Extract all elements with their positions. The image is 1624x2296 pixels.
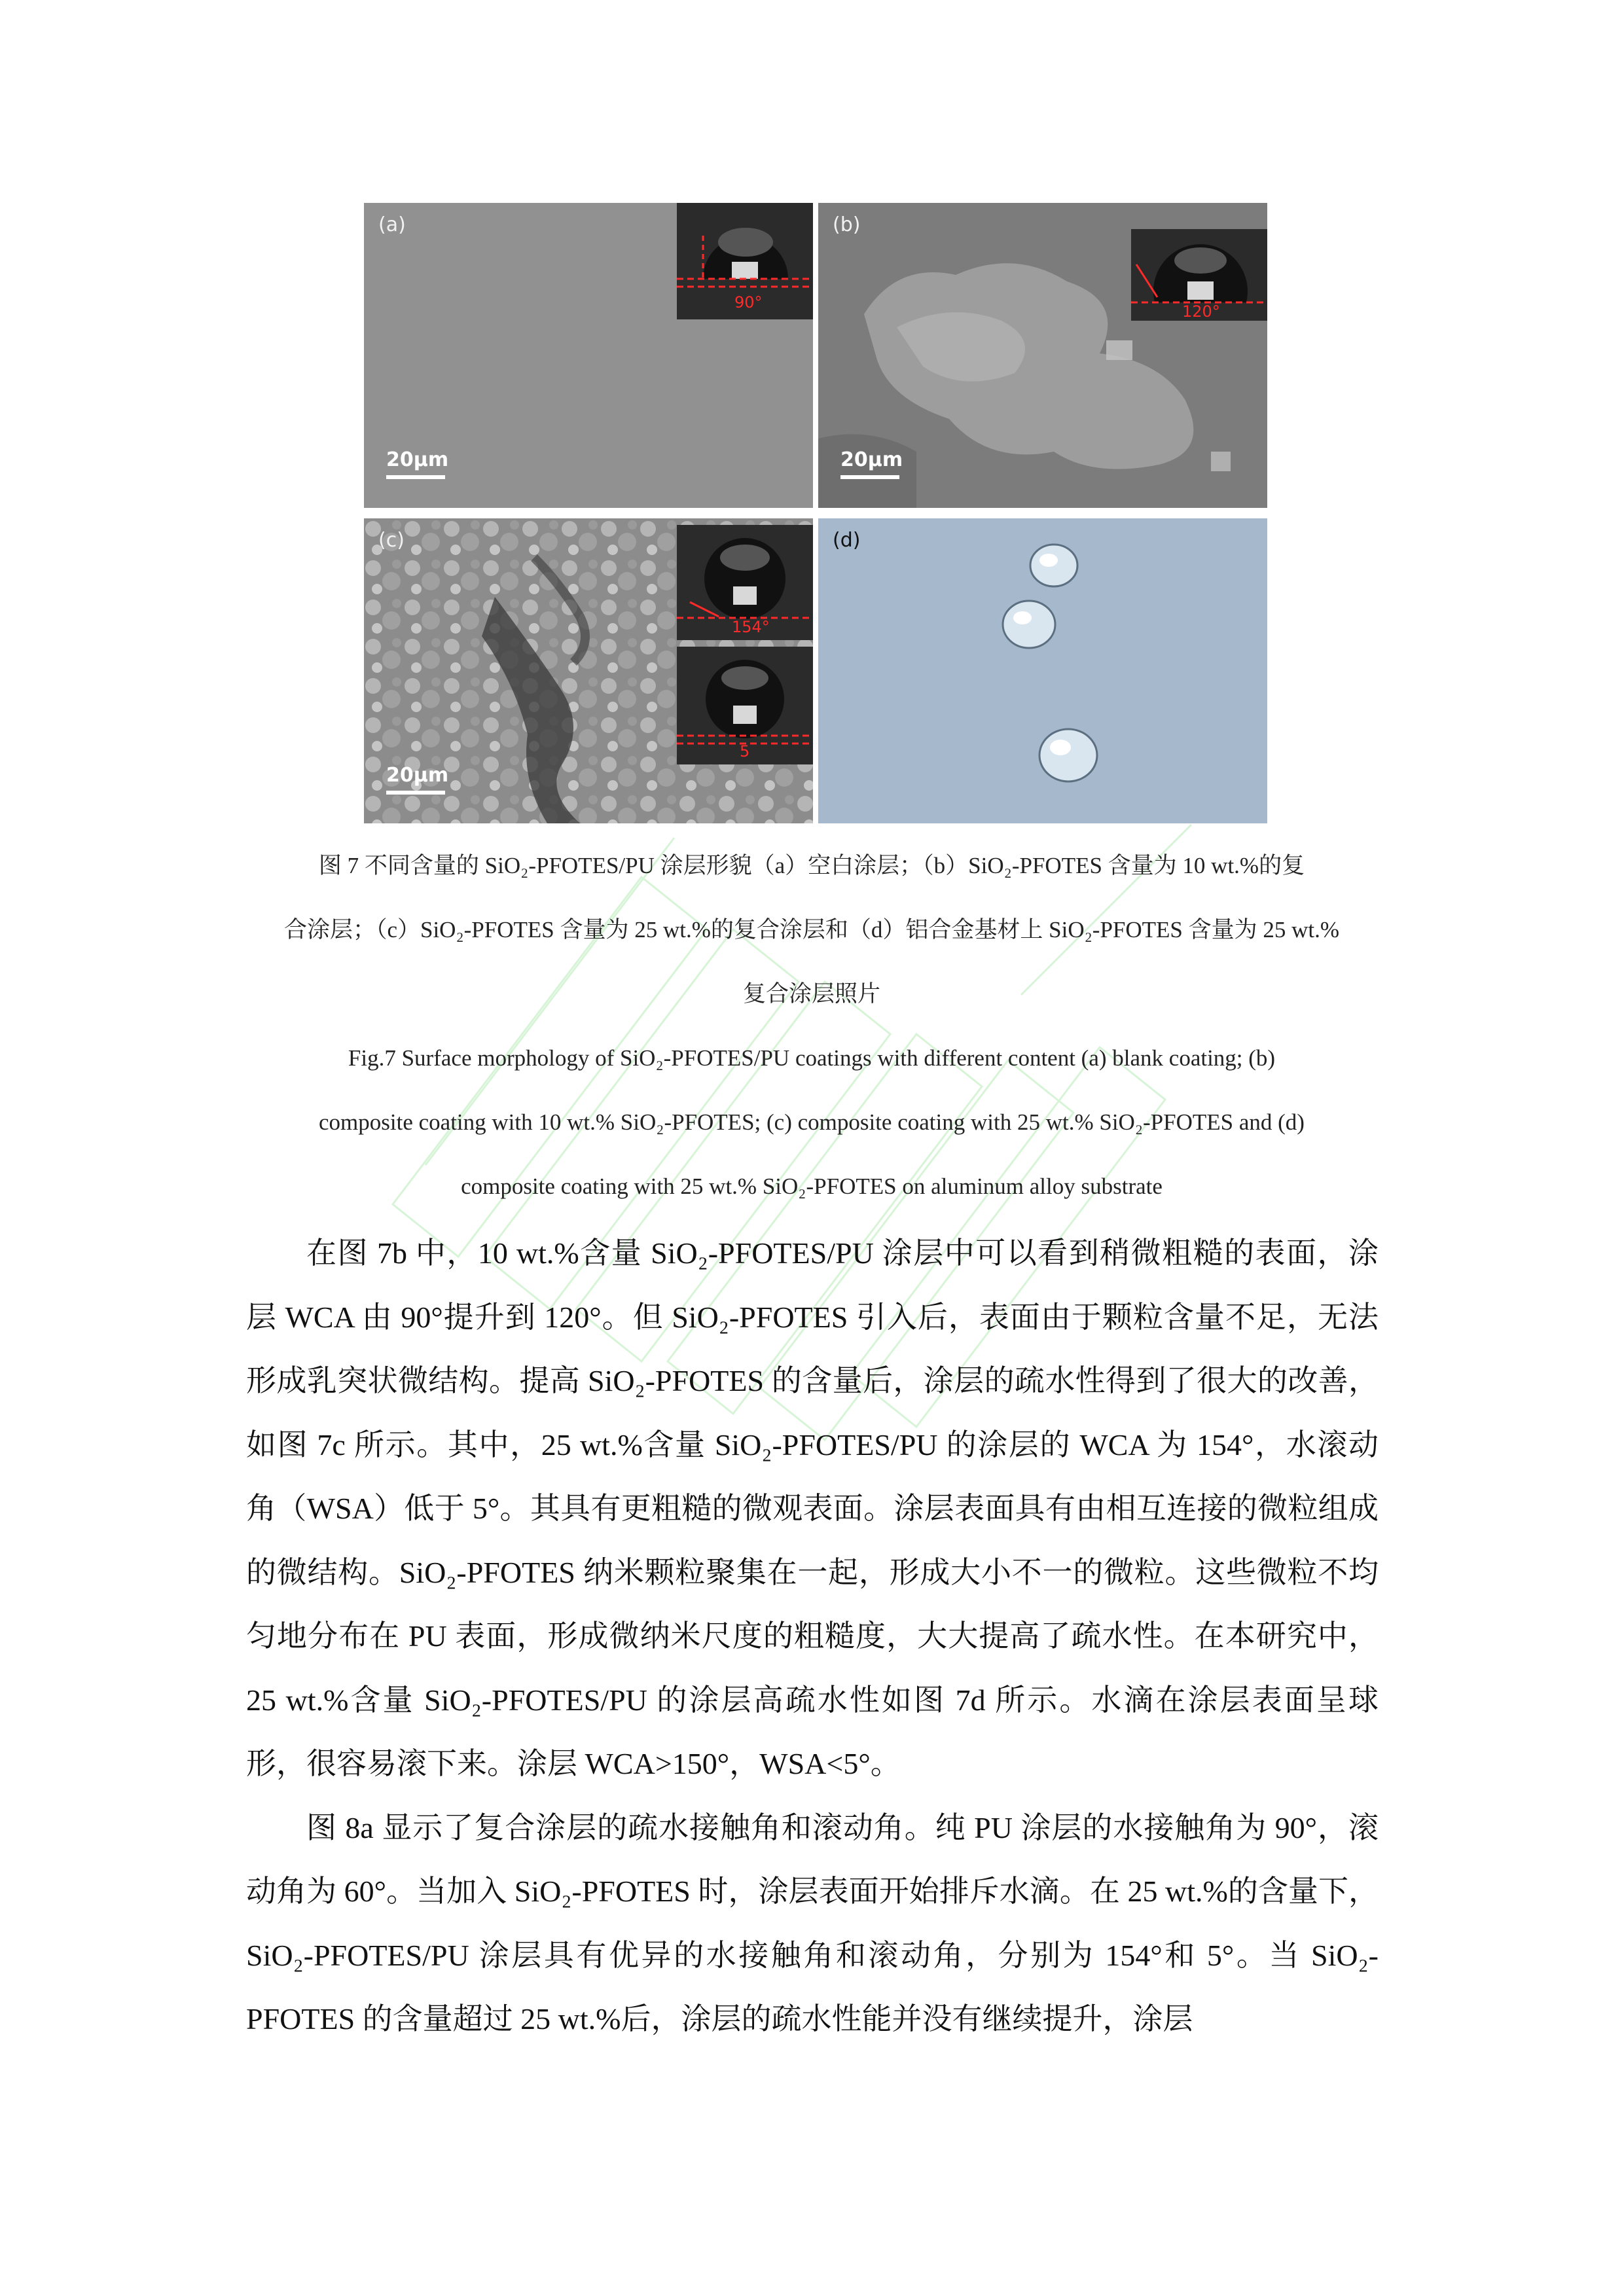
panel-d-label: (d)	[833, 529, 861, 552]
caption-en-line-2: composite coating with 10 wt.% SiO₂-PFOTES; (c) composite coating with 25 wt.% SiO₂-PFOTES and (d)	[319, 1109, 1305, 1135]
caption-en-line-3: composite coating with 25 wt.% SiO₂-PFOTES on aluminum alloy substrate	[461, 1174, 1163, 1199]
caption-cn-line-3: 复合涂层照片	[742, 981, 880, 1007]
figure-7	[364, 203, 1267, 823]
water-droplet-2	[1003, 601, 1055, 648]
panel-a-contact-angle: 90°	[734, 293, 763, 312]
panel-a-label: (a)	[378, 213, 406, 236]
panel-d-surface	[818, 518, 1267, 823]
panel-b-sem-image	[818, 203, 1267, 508]
panel-b-scale-label: 20μm	[840, 448, 903, 471]
panel-a-droplet-inset	[677, 203, 813, 319]
body-text	[246, 1221, 1379, 2051]
panel-a-scale-label: 20μm	[386, 448, 449, 471]
panel-b-scale-bar	[840, 475, 899, 479]
panel-c-sem-image	[364, 518, 813, 823]
panel-a-scale-bar	[386, 475, 445, 479]
panel-b-droplet-inset	[1131, 229, 1267, 321]
panel-c-scale-label: 20μm	[386, 764, 449, 787]
panel-c-scale-bar	[386, 791, 445, 795]
panel-c-droplet-inset-top	[677, 525, 813, 640]
caption-cn-line-1: 图 7 不同含量的 SiO₂-PFOTES/PU 涂层形貌（a）空白涂层；（b）SiO₂-PFOTES 含量为 10 wt.%的复	[318, 853, 1305, 878]
panel-a-sem-image	[364, 203, 813, 508]
water-droplet-3	[1039, 729, 1097, 781]
caption-cn-line-2: 合涂层；（c）SiO₂-PFOTES 含量为 25 wt.%的复合涂层和（d）铝合金基材上 SiO₂-PFOTES 含量为 25 wt.%	[283, 917, 1340, 942]
panel-c-label: (c)	[378, 529, 405, 552]
panel-b-label: (b)	[833, 213, 861, 236]
paragraph-1: 在图 7b 中，10 wt.%含量 SiO₂-PFOTES/PU 涂层中可以看到稍微粗糙的表面，涂层 WCA 由 90°提升到 120°。但 SiO₂-PFOTES 引入后，表面由于颗粒含量不足，无法形成乳突状微结构。提高 SiO₂-PFOTES 的含量后，涂层的疏水性得到了很大的改善，如图 7c 所示。其中，25 wt.%含量 SiO₂-PFOTES/PU 的涂层的 WCA 为 154°，水滚动角（WSA）低于 5°。其具有更粗糙的微观表面。涂层表面具有由相互连接的微粒组成的微结构。SiO₂-PFOTES 纳米颗粒聚集在一起，形成大小不一的微粒。这些微粒不均匀地分布在 PU 表面，形成微纳米尺度的粗糙度，大大提高了疏水性。在本研究中，25 wt.%含量 SiO₂-PFOTES/PU 的涂层高疏水性如图 7d 所示。水滴在涂层表面呈球形，很容易滚下来。涂层 WCA>150°，WSA<5°。	[246, 1236, 1379, 1780]
caption-en-line-1: Fig.7 Surface morphology of SiO₂-PFOTES/PU coatings with different content (a) blank coating; (b)	[348, 1045, 1276, 1071]
paragraph-2: 图 8a 显示了复合涂层的疏水接触角和滚动角。纯 PU 涂层的水接触角为 90°，滚动角为 60°。当加入 SiO₂-PFOTES 时，涂层表面开始排斥水滴。在 25 wt.%的含量下，SiO₂-PFOTES/PU 涂层具有优异的水接触角和滚动角，分别为 154°和 5°。当 SiO₂-PFOTES 的含量超过 25 wt.%后，涂层的疏水性能并没有继续提升，涂层	[246, 1810, 1379, 2036]
panel-b-contact-angle: 120°	[1182, 302, 1220, 321]
panel-c-sliding-angle: 5	[740, 742, 750, 761]
panel-c-contact-angle: 154°	[732, 618, 770, 636]
panel-c-droplet-inset-bottom	[677, 647, 813, 764]
panel-d-photo	[818, 518, 1267, 823]
water-droplet-1	[1030, 545, 1077, 586]
